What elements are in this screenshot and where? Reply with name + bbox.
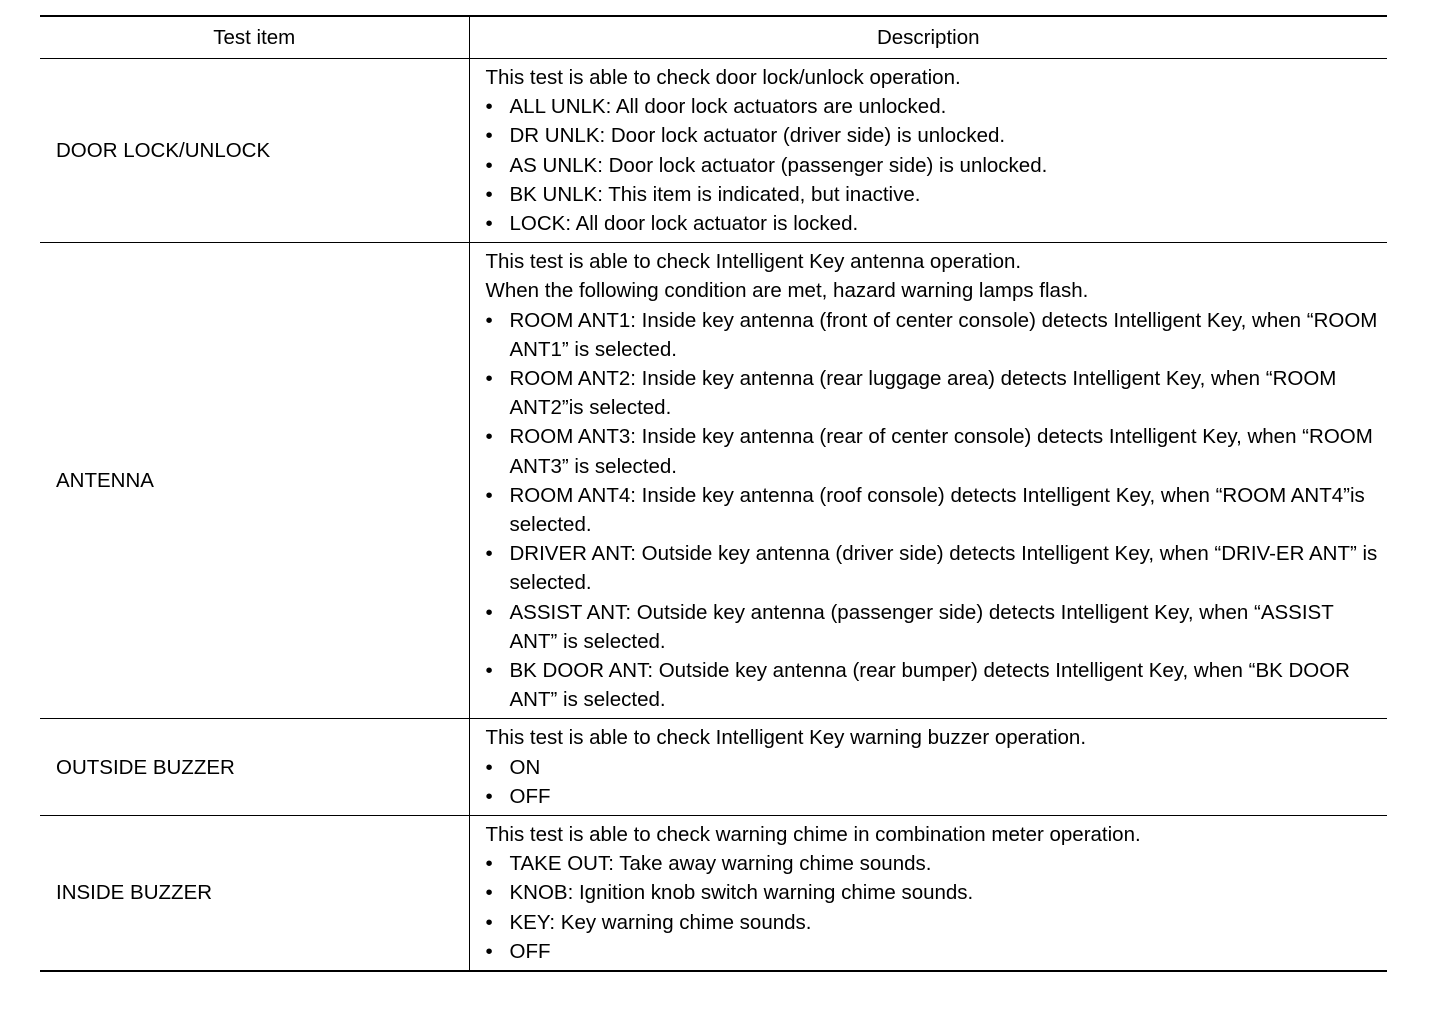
list-item — [486, 598, 1380, 656]
bullet-text: KNOB: Ignition knob switch warning chime sounds. — [509, 881, 974, 905]
bullet-text: ON — [509, 755, 541, 779]
list-item — [486, 937, 1380, 966]
list-item — [486, 878, 1380, 907]
list-item — [486, 849, 1380, 878]
bullet-text: OFF — [509, 784, 551, 808]
description-intro — [486, 247, 1380, 305]
bullet-text: TAKE OUT: Take away warning chime sounds. — [509, 852, 932, 876]
list-item — [486, 422, 1380, 480]
description-cell — [469, 816, 1387, 972]
list-item — [486, 209, 1380, 238]
test-item-name: OUTSIDE BUZZER — [56, 755, 235, 779]
test-item-cell — [40, 719, 469, 816]
bullet-list — [486, 92, 1380, 238]
bullet-text: ROOM ANT4: Inside key antenna (roof console) detects Intelligent Key, when “ROOM ANT4”is selected. — [509, 483, 1365, 537]
bullet-glyph: • — [485, 182, 493, 206]
bullet-glyph: • — [485, 910, 493, 934]
bullet-text: DR UNLK: Door lock actuator (driver side) is unlocked. — [509, 124, 1006, 148]
bullet-text: ROOM ANT3: Inside key antenna (rear of center console) detects Intelligent Key, when “ROOM ANT3” is selected. — [509, 425, 1373, 478]
description-cell — [469, 719, 1387, 816]
list-item — [486, 656, 1380, 714]
bullet-glyph: • — [485, 483, 493, 507]
bullet-glyph: • — [485, 600, 493, 624]
list-item — [486, 364, 1380, 422]
header-row — [40, 16, 1387, 59]
bullet-list — [486, 849, 1380, 966]
description-intro-line: This test is able to check Intelligent Key antenna operation. — [485, 250, 1022, 274]
bullet-list — [486, 306, 1380, 715]
description-cell — [469, 59, 1387, 243]
bullet-glyph: • — [485, 755, 493, 779]
bullet-text: BK DOOR ANT: Outside key antenna (rear bumper) detects Intelligent Key, when “BK DOOR ANT” is selected. — [509, 659, 1350, 712]
bullet-text: AS UNLK: Door lock actuator (passenger side) is unlocked. — [509, 153, 1048, 177]
list-item — [486, 306, 1380, 364]
bullet-glyph: • — [485, 308, 493, 332]
description-cell — [469, 243, 1387, 719]
description-intro — [486, 820, 1380, 849]
bullet-glyph: • — [485, 939, 493, 963]
list-item — [486, 180, 1380, 209]
bullet-text: LOCK: All door lock actuator is locked. — [509, 212, 859, 236]
table-header — [40, 16, 1387, 59]
test-item-cell — [40, 59, 469, 243]
test-item-name: INSIDE BUZZER — [56, 881, 213, 905]
bullet-text: KEY: Key warning chime sounds. — [509, 910, 812, 934]
bullet-text: DRIVER ANT: Outside key antenna (driver side) detects Intelligent Key, when “DRIV-ER ANT” is selected. — [509, 542, 1378, 595]
test-item-name: DOOR LOCK/UNLOCK — [56, 139, 271, 162]
list-item — [486, 539, 1380, 597]
list-item — [486, 151, 1380, 180]
header-test-item: Test item — [40, 16, 469, 59]
test-item-name: ANTENNA — [56, 469, 154, 493]
test-item-cell — [40, 816, 469, 972]
description-intro — [486, 723, 1380, 752]
bullet-glyph: • — [485, 881, 493, 905]
list-item — [486, 753, 1380, 782]
active-test-table — [40, 15, 1387, 972]
list-item — [486, 782, 1380, 811]
description-intro-line: This test is able to check door lock/unlock operation. — [485, 66, 961, 89]
description-intro-line: This test is able to check warning chime in combination meter operation. — [485, 823, 1141, 847]
bullet-glyph: • — [485, 95, 493, 119]
description-intro — [486, 63, 1380, 92]
bullet-glyph: • — [485, 212, 493, 236]
bullet-glyph: • — [485, 124, 493, 148]
table-row-2 — [40, 243, 1387, 719]
bullet-glyph: • — [485, 659, 493, 683]
list-item — [486, 908, 1380, 937]
bullet-text: BK UNLK: This item is indicated, but inactive. — [509, 182, 921, 206]
bullet-list — [486, 753, 1380, 811]
bullet-glyph: • — [485, 153, 493, 177]
description-intro-line: This test is able to check Intelligent Key warning buzzer operation. — [485, 726, 1087, 750]
bullet-glyph: • — [485, 542, 493, 566]
bullet-text: OFF — [509, 939, 551, 963]
bullet-text: ROOM ANT2: Inside key antenna (rear luggage area) detects Intelligent Key, when “ROOM ANT2”is selected. — [509, 367, 1337, 420]
table-row-1 — [40, 59, 1387, 243]
description-intro-line: When the following condition are met, hazard warning lamps flash. — [485, 279, 1089, 303]
header-description: Description — [469, 16, 1387, 59]
list-item — [486, 121, 1380, 150]
bullet-glyph: • — [485, 784, 493, 808]
bullet-glyph: • — [485, 367, 493, 391]
list-item — [486, 92, 1380, 121]
table-body — [40, 59, 1387, 972]
bullet-text: ALL UNLK: All door lock actuators are unlocked. — [509, 95, 947, 119]
bullet-glyph: • — [485, 852, 493, 876]
table-row-4 — [40, 816, 1387, 972]
list-item — [486, 481, 1380, 539]
bullet-text: ROOM ANT1: Inside key antenna (front of center console) detects Intelligent Key, when “ROOM ANT1” is selected. — [509, 308, 1378, 361]
table-row-3 — [40, 719, 1387, 816]
bullet-text: ASSIST ANT: Outside key antenna (passenger side) detects Intelligent Key, when “ASSIST ANT” is selected. — [509, 600, 1334, 653]
test-item-cell — [40, 243, 469, 719]
bullet-glyph: • — [485, 425, 493, 449]
